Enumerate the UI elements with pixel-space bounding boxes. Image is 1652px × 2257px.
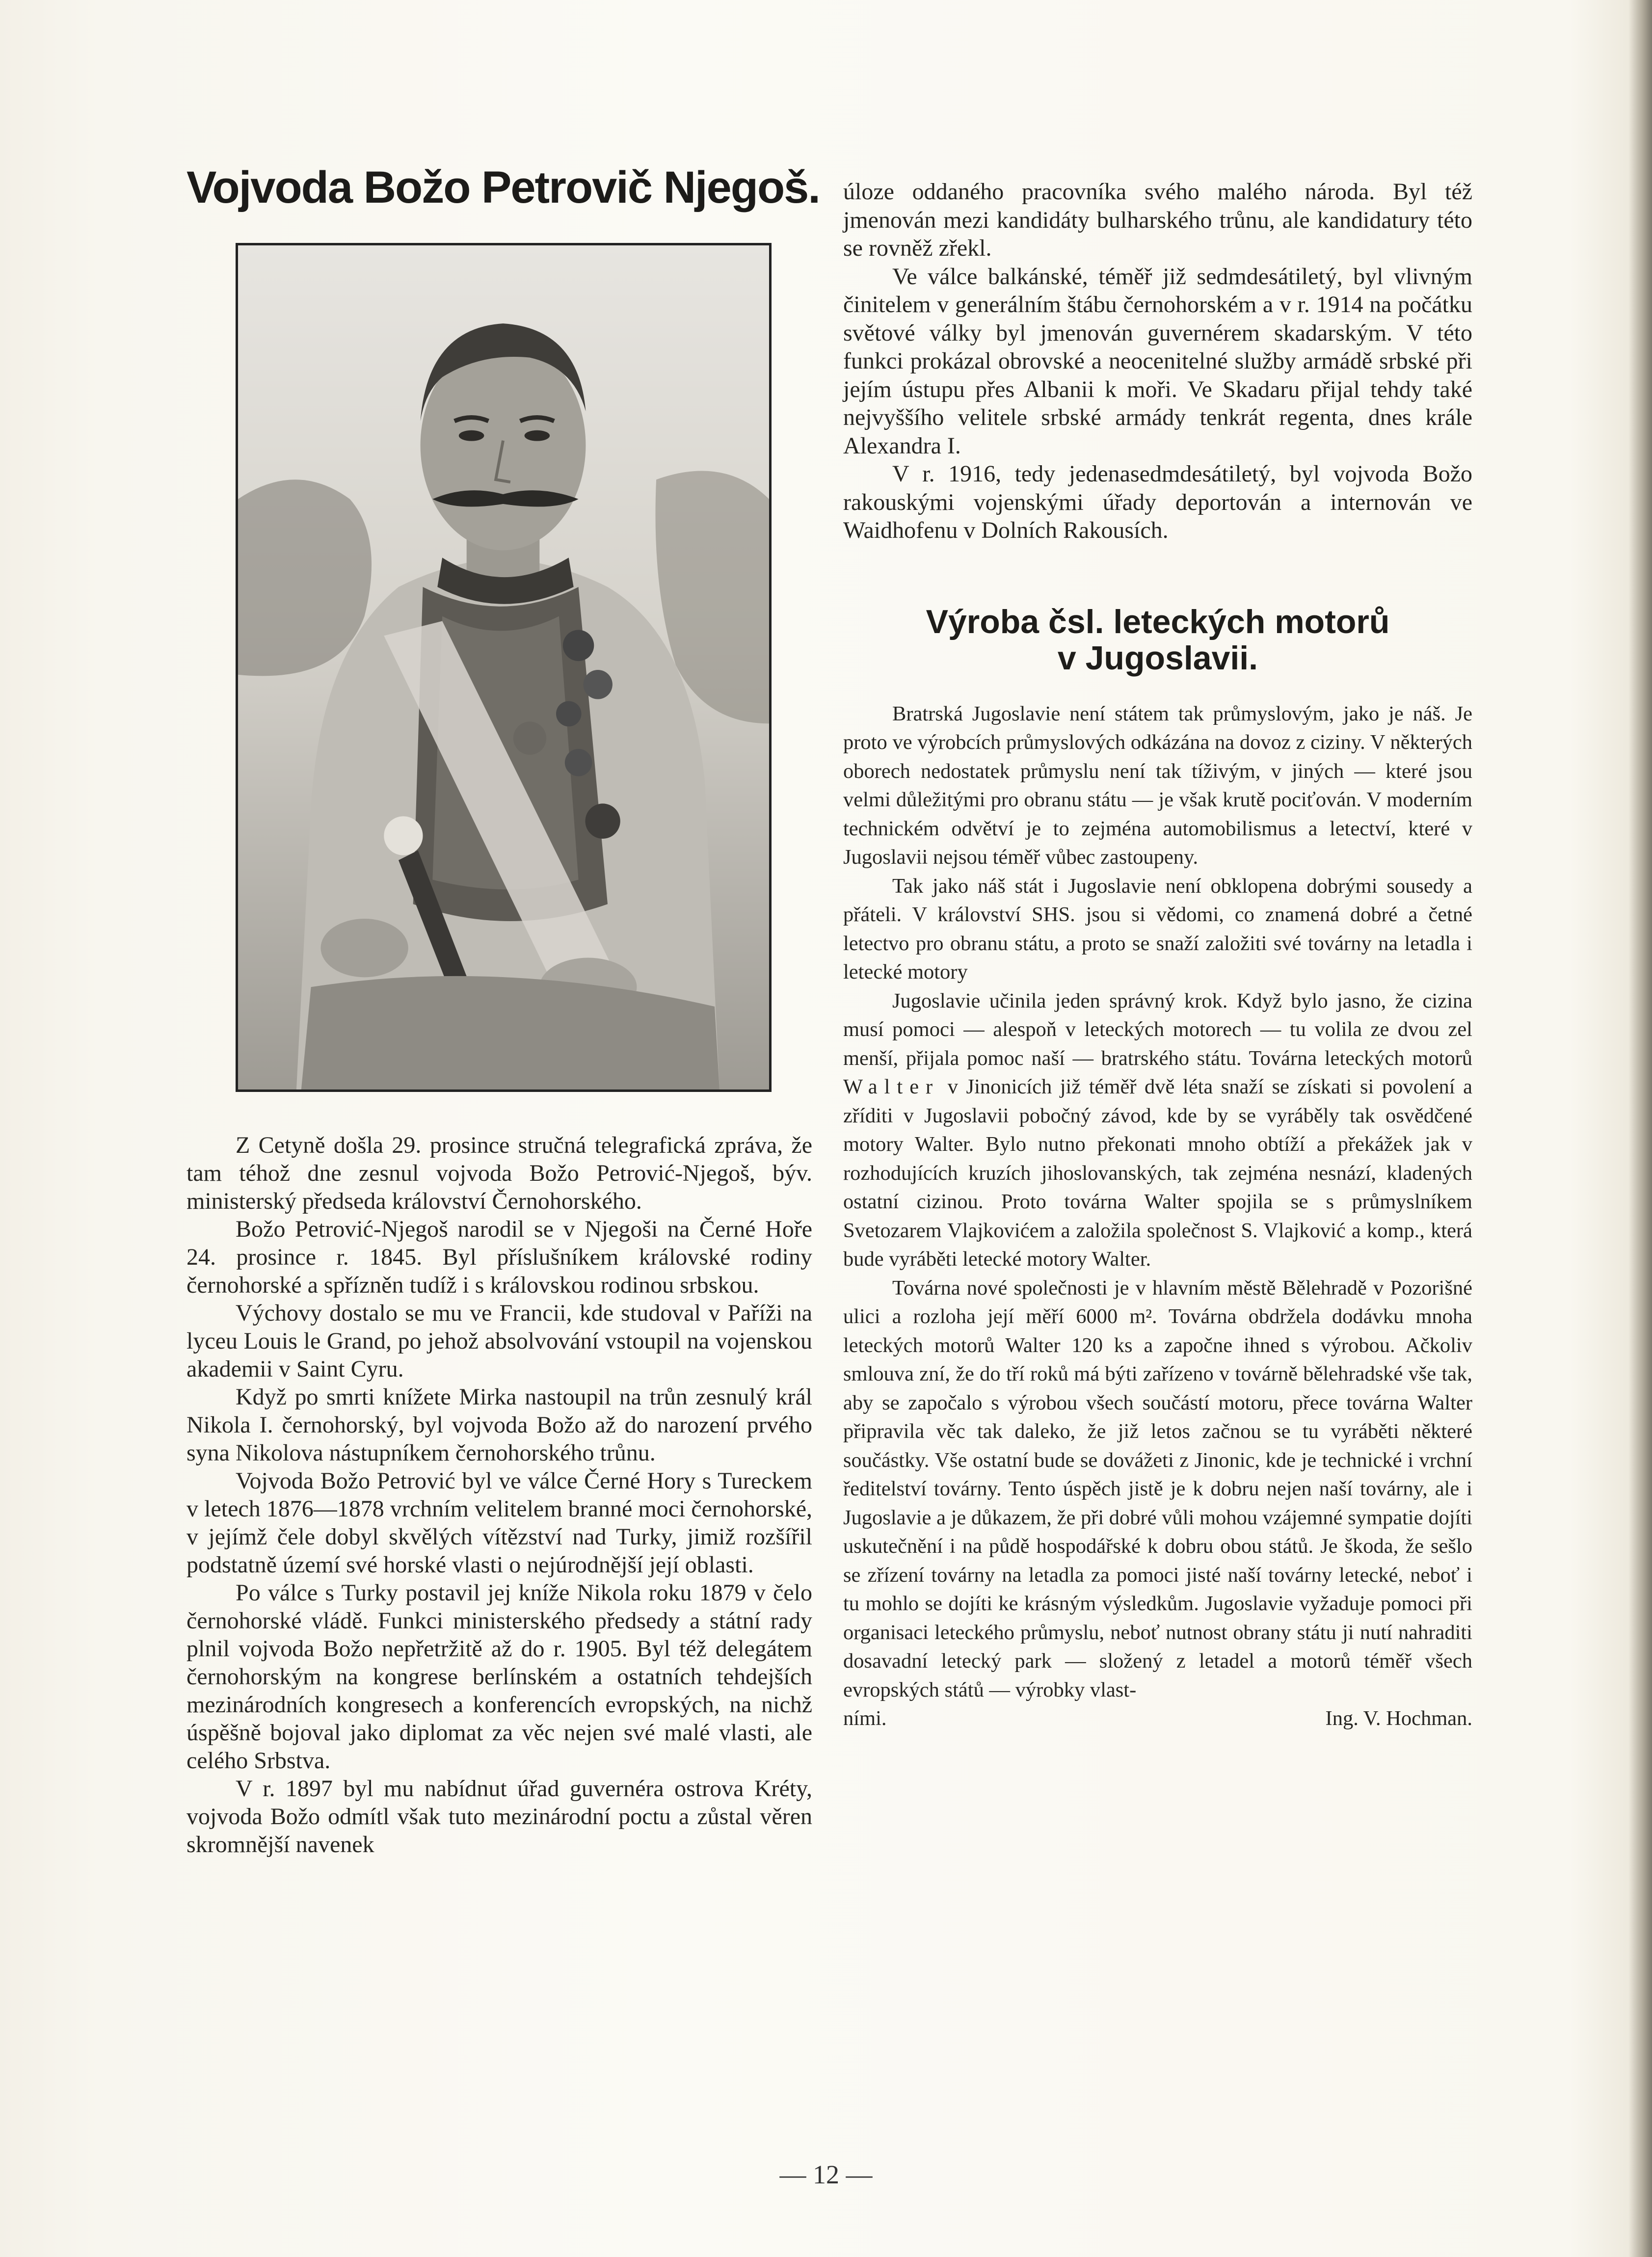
portrait-photo (236, 243, 772, 1092)
paragraph: V r. 1916, tedy jedenasedmdesátiletý, byl vojvoda Božo rakouskými vojenskými úřady deportován a internován ve Waidhofenu v Dolních Rakousích. (843, 461, 1472, 543)
article-title-vojvoda: Vojvoda Božo Petrovič Njegoš. (187, 162, 820, 212)
paragraph: úloze oddaného pracovníka svého malého národa. Byl též jmenován mezi kandidáty bulharského trůnu, ale kandidatury této se rovněž zřekl. (843, 179, 1472, 261)
paragraph (843, 987, 1472, 1274)
title-line: Výroba čsl. leteckých motorů (926, 603, 1390, 640)
brand-name-spaced: Walter (843, 1075, 940, 1098)
paragraph: Po válce s Turky postavil jej kníže Nikola roku 1879 v čelo černohorské vládě. Funkci ministerského předsedy a státní rady plnil vojvoda Božo nepřetržitě až do r. 1905. Byl též delegátem černohorským na kongrese berlínském a ostatních tehdejších mezinárodních kongresech a konferencích evropských, na nichž úspěšně bojoval jako diplomat za věc nejen své malé vlasti, ale celého Srbstva. (187, 1580, 812, 1774)
right-column (843, 178, 1472, 1733)
author-name: Ing. V. Hochman. (1325, 1707, 1472, 1730)
last-word: ními. (843, 1707, 887, 1730)
left-column (187, 162, 820, 1859)
portrait-image (238, 245, 769, 1089)
paragraph-text: Jugoslavie učinila jeden správný krok. Když bylo jasno, že cizina musí pomoci — alespoň v leteckých motorech — tu volila ze dvou zel menší, přijala pomoc naší — bratrského státu. Továrna leteckých motorů (843, 989, 1472, 1070)
paragraph: Výchovy dostalo se mu ve Francii, kde studoval v Paříži na lyceu Louis le Grand, po jehož absolvování vstoupil na vojenskou akademii v Saint Cyru. (187, 1300, 812, 1382)
article-body-engines (843, 700, 1472, 1733)
signature-line (843, 1704, 1472, 1733)
paragraph: Božo Petrović-Njegoš narodil se v Njegoši na Černé Hoře 24. prosince r. 1845. Byl příslušníkem královské rodiny černohorské a spřízněn tudíž i s královskou rodinou srbskou. (187, 1216, 812, 1298)
article-body-left (187, 1131, 812, 1859)
paragraph-text: v Jinonicích již téměř dvě léta snaží se získati si povolení a zříditi v Jugoslavii pobočný závod, kde by se vyráběly tak osvědčené motory Walter. Bylo nutno překonati mnoho obtíží a překážek jak v rozhodujících kruzích jihoslovanských, tak zejména nesnází, kladených ostatní cizinou. Proto továrna Walter spojila se s průmyslníkem Svetozarem Vlajkovićem a založila společnost S. Vlajković a komp., která bude vyráběti letecké motory Walter. (843, 1075, 1473, 1271)
page-number: — 12 — (779, 2160, 873, 2189)
paragraph: Z Cetyně došla 29. prosince stručná telegrafická zpráva, že tam téhož dne zesnul vojvoda Božo Petrović-Njegoš, býv. ministerský předseda království Černohorského. (187, 1132, 812, 1214)
article-title-engines (843, 604, 1472, 676)
article-continuation (843, 178, 1472, 545)
paragraph: Ve válce balkánské, téměř již sedmdesátiletý, byl vlivným činitelem v generálním štábu černohorském a v r. 1914 na počátku světové války byl jmenován guvernérem skadarským. V této funkci prokázal obrovské a neocenitelné služby armádě srbské při jejím ústupu přes Albanii k moři. Ve Skadaru přijal tehdy také nejvyššího velitele srbské armády tenkrát regenta, dnes krále Alexandra I. (843, 263, 1472, 459)
paragraph: Tak jako náš stát i Jugoslavie není obklopena dobrými sousedy a přáteli. V království SHS. jsou si vědomi, co znamená dobré a četné letectvo pro obranu státu, a proto se snaží založiti své továrny na letadla i letecké motory (843, 874, 1472, 983)
paragraph: Továrna nové společnosti je v hlavním městě Bělehradě v Pozorišné ulici a rozloha její měří 6000 m². Továrna obdržela dodávku mnoha leteckých motorů Walter 120 ks a započne ihned s výrobou. Ačkoliv smlouva zní, že do tří roků má býti zařízeno v továrně bělehradské vše tak, aby se započalo s výrobou všech součástí motoru, přece továrna Walter připravila věc tak daleko, že již letos začnou se tu vyráběti některé součástky. Vše ostatní bude se dovážeti z Jinonic, kde je technické i vrchní ředitelství továrny. Tento úspěch jistě je k dobru nejen naší továrny, ale i Jugoslavie a je důkazem, že při dobré vůli mohou vzájemné sympatie dojíti uskutečnění i na půdě hospodářské k dobru obou států. Je škoda, že sešlo se zřízení továrny na letadla za pomoci jisté naší továrny letecké, neboť i tu mohlo se dojíti ke krásným výsledkům. Jugoslavie vyžaduje pomoci při organisaci leteckého průmyslu, neboť nutnost obrany státu ji nutí nahraditi dosavadní letecký park — složený z letadel a motorů téměř všech evropských států — výrobky vlast- (843, 1276, 1472, 1701)
paragraph: Když po smrti knížete Mirka nastoupil na trůn zesnulý král Nikola I. černohorský, byl vojvoda Božo až do narození prvého syna Nikolova nástupníkem černohorského trůnu. (187, 1384, 812, 1466)
paragraph: Vojvoda Božo Petrović byl ve válce Černé Hory s Tureckem v letech 1876—1878 vrchním velitelem branné moci černohorské, v jejímž čele dobyl skvělých vítězství nad Turky, jimiž rozšířil podstatně území své horské vlasti o nejúrodnější její oblasti. (187, 1468, 812, 1578)
title-line: v Jugoslavii. (1057, 639, 1258, 677)
paragraph: Bratrská Jugoslavie není státem tak průmyslovým, jako je náš. Je proto ve výrobcích průmyslových odkázána na dovoz z ciziny. V některých oborech nedostatek průmyslu není tak tíživým, v jiných — které jsou velmi důležitými pro obranu státu — je však krutě pociťován. V moderním technickém odvětví je to zejména automobilismus a letectví, které v Jugoslavii nejsou téměř vůbec zastoupeny. (843, 702, 1472, 869)
paragraph: V r. 1897 byl mu nabídnut úřad guvernéra ostrova Kréty, vojvoda Božo odmítl však tuto mezinárodní poctu a zůstal věren skromnější navenek (187, 1776, 812, 1858)
